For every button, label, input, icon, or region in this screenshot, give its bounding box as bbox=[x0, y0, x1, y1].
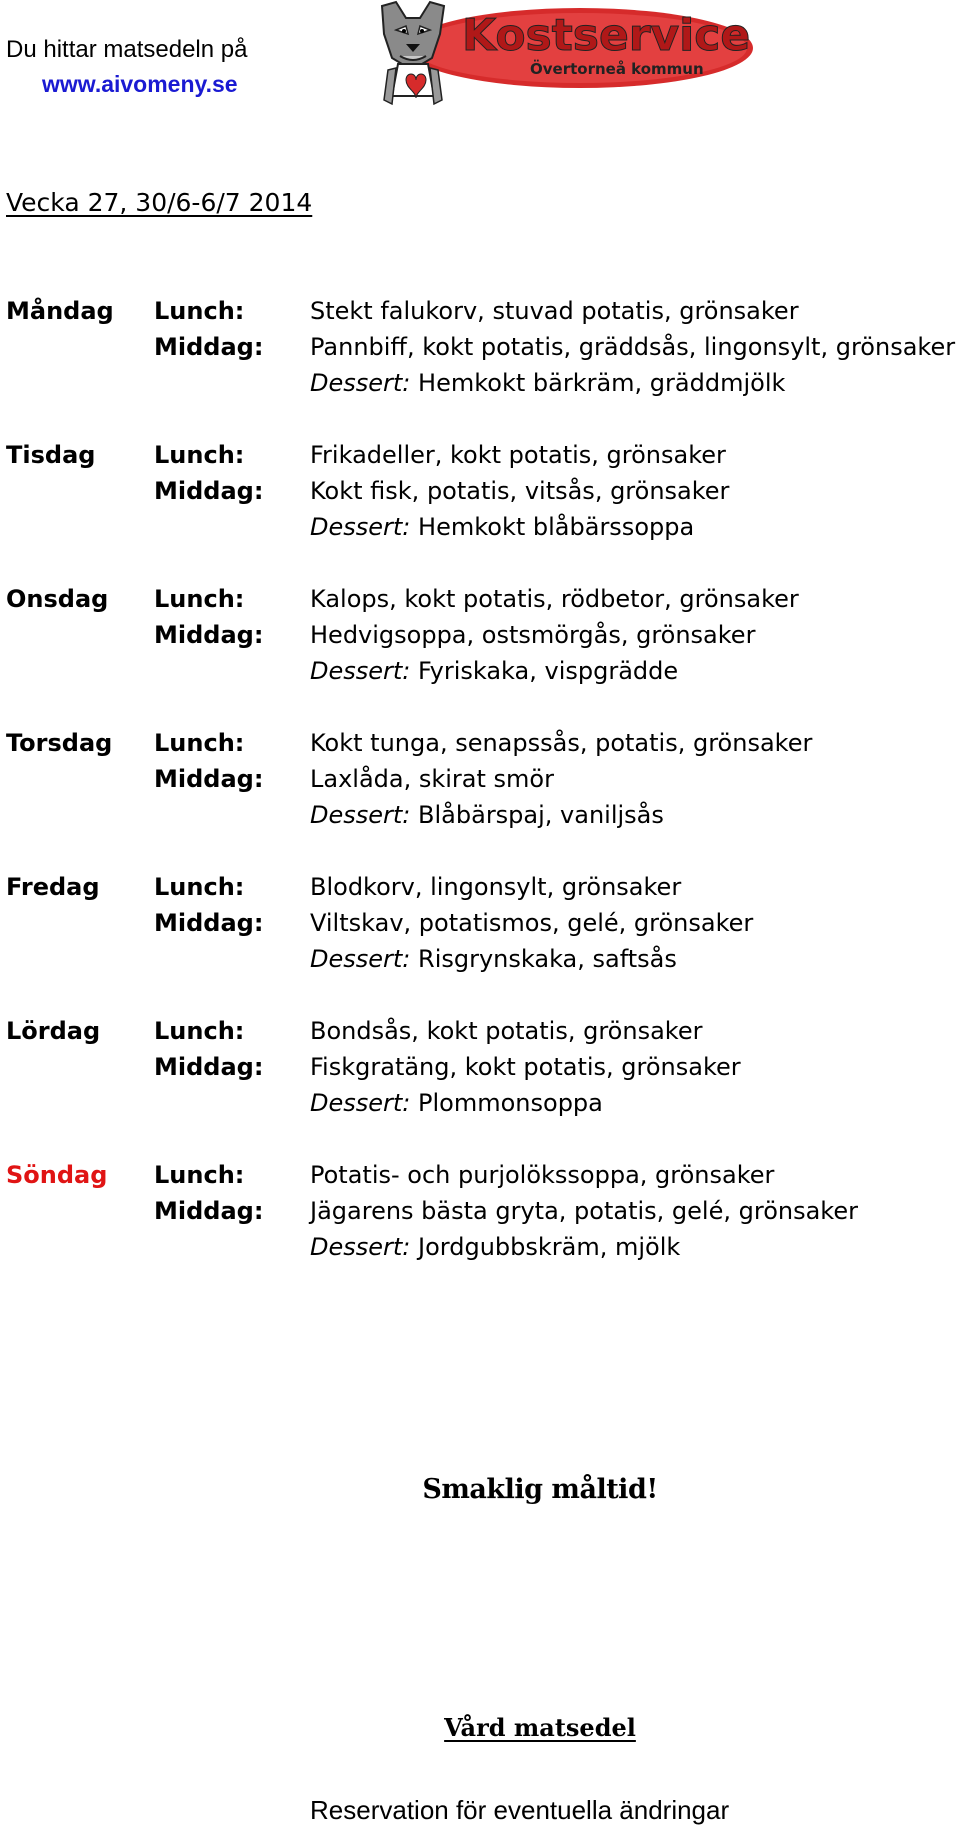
dessert-dish: Risgrynskaka, saftsås bbox=[418, 945, 677, 973]
dessert-label: Dessert: bbox=[310, 369, 411, 397]
dessert-dish: Hemkokt bärkräm, gräddmjölk bbox=[418, 369, 786, 397]
day-name: Onsdag bbox=[6, 585, 109, 613]
dessert-label: Dessert: bbox=[310, 801, 411, 829]
lunch-label: Lunch: bbox=[154, 297, 245, 325]
lunch-dish: Potatis- och purjolökssoppa, grönsaker bbox=[310, 1161, 775, 1189]
dessert-dish: Blåbärspaj, vaniljsås bbox=[418, 801, 664, 829]
lunch-label: Lunch: bbox=[154, 1017, 245, 1045]
logo-subtitle-text: Övertorneå kommun bbox=[530, 60, 704, 78]
header-info-text: Du hittar matsedeln på bbox=[6, 36, 248, 63]
day-name: Söndag bbox=[6, 1161, 108, 1189]
week-title: Vecka 27, 30/6-6/7 2014 bbox=[6, 188, 313, 217]
dessert-label: Dessert: bbox=[310, 945, 411, 973]
day-name: Tisdag bbox=[6, 441, 96, 469]
lunch-dish: Blodkorv, lingonsylt, grönsaker bbox=[310, 873, 682, 901]
footer-title: Vård matsedel bbox=[444, 1713, 636, 1742]
closing-greeting: Smaklig måltid! bbox=[422, 1474, 658, 1505]
dessert-label: Dessert: bbox=[310, 1089, 411, 1117]
lunch-dish: Stekt falukorv, stuvad potatis, grönsaker bbox=[310, 297, 799, 325]
dinner-label: Middag: bbox=[154, 1053, 264, 1081]
logo-brand-text: Kostservice bbox=[462, 10, 751, 61]
dessert-dish: Hemkokt blåbärssoppa bbox=[418, 513, 695, 541]
dinner-dish: Kokt fisk, potatis, vitsås, grönsaker bbox=[310, 477, 730, 505]
lunch-dish: Kokt tunga, senapssås, potatis, grönsaker bbox=[310, 729, 813, 757]
dessert-dish: Fyriskaka, vispgrädde bbox=[418, 657, 679, 685]
dinner-label: Middag: bbox=[154, 477, 264, 505]
dinner-label: Middag: bbox=[154, 765, 264, 793]
dessert-label: Dessert: bbox=[310, 657, 411, 685]
dinner-dish: Pannbiff, kokt potatis, gräddsås, lingonsylt, grönsaker bbox=[310, 333, 956, 361]
lunch-dish: Kalops, kokt potatis, rödbetor, grönsaker bbox=[310, 585, 799, 613]
dessert-line bbox=[310, 657, 678, 685]
dinner-dish: Viltskav, potatismos, gelé, grönsaker bbox=[310, 909, 754, 937]
lunch-label: Lunch: bbox=[154, 729, 245, 757]
lunch-dish: Frikadeller, kokt potatis, grönsaker bbox=[310, 441, 726, 469]
dessert-line bbox=[310, 801, 664, 829]
dessert-label: Dessert: bbox=[310, 513, 411, 541]
dessert-line bbox=[310, 369, 785, 397]
reservation-note: Reservation för eventuella ändringar bbox=[310, 1795, 730, 1825]
dessert-label: Dessert: bbox=[310, 1233, 411, 1261]
dinner-label: Middag: bbox=[154, 333, 264, 361]
lunch-label: Lunch: bbox=[154, 873, 245, 901]
dinner-dish: Fiskgratäng, kokt potatis, grönsaker bbox=[310, 1053, 741, 1081]
day-name: Måndag bbox=[6, 297, 114, 325]
dinner-dish: Hedvigsoppa, ostsmörgås, grönsaker bbox=[310, 621, 756, 649]
dinner-label: Middag: bbox=[154, 1197, 264, 1225]
lunch-label: Lunch: bbox=[154, 441, 245, 469]
dinner-label: Middag: bbox=[154, 909, 264, 937]
lunch-label: Lunch: bbox=[154, 585, 245, 613]
lunch-label: Lunch: bbox=[154, 1161, 245, 1189]
dessert-line bbox=[310, 1233, 680, 1261]
day-name: Torsdag bbox=[6, 729, 113, 757]
day-name: Lördag bbox=[6, 1017, 101, 1045]
wolf-mascot-icon bbox=[382, 2, 444, 104]
kostservice-logo bbox=[362, 0, 754, 115]
dessert-dish: Plommonsoppa bbox=[418, 1089, 603, 1117]
dessert-line bbox=[310, 945, 677, 973]
lunch-dish: Bondsås, kokt potatis, grönsaker bbox=[310, 1017, 703, 1045]
dessert-dish: Jordgubbskräm, mjölk bbox=[418, 1233, 681, 1261]
menu-website-link[interactable]: www.aivomeny.se bbox=[42, 71, 238, 97]
dinner-dish: Laxlåda, skirat smör bbox=[310, 765, 554, 793]
day-name: Fredag bbox=[6, 873, 100, 901]
dessert-line bbox=[310, 1089, 603, 1117]
dinner-label: Middag: bbox=[154, 621, 264, 649]
dessert-line bbox=[310, 513, 694, 541]
dinner-dish: Jägarens bästa gryta, potatis, gelé, grönsaker bbox=[310, 1197, 858, 1225]
